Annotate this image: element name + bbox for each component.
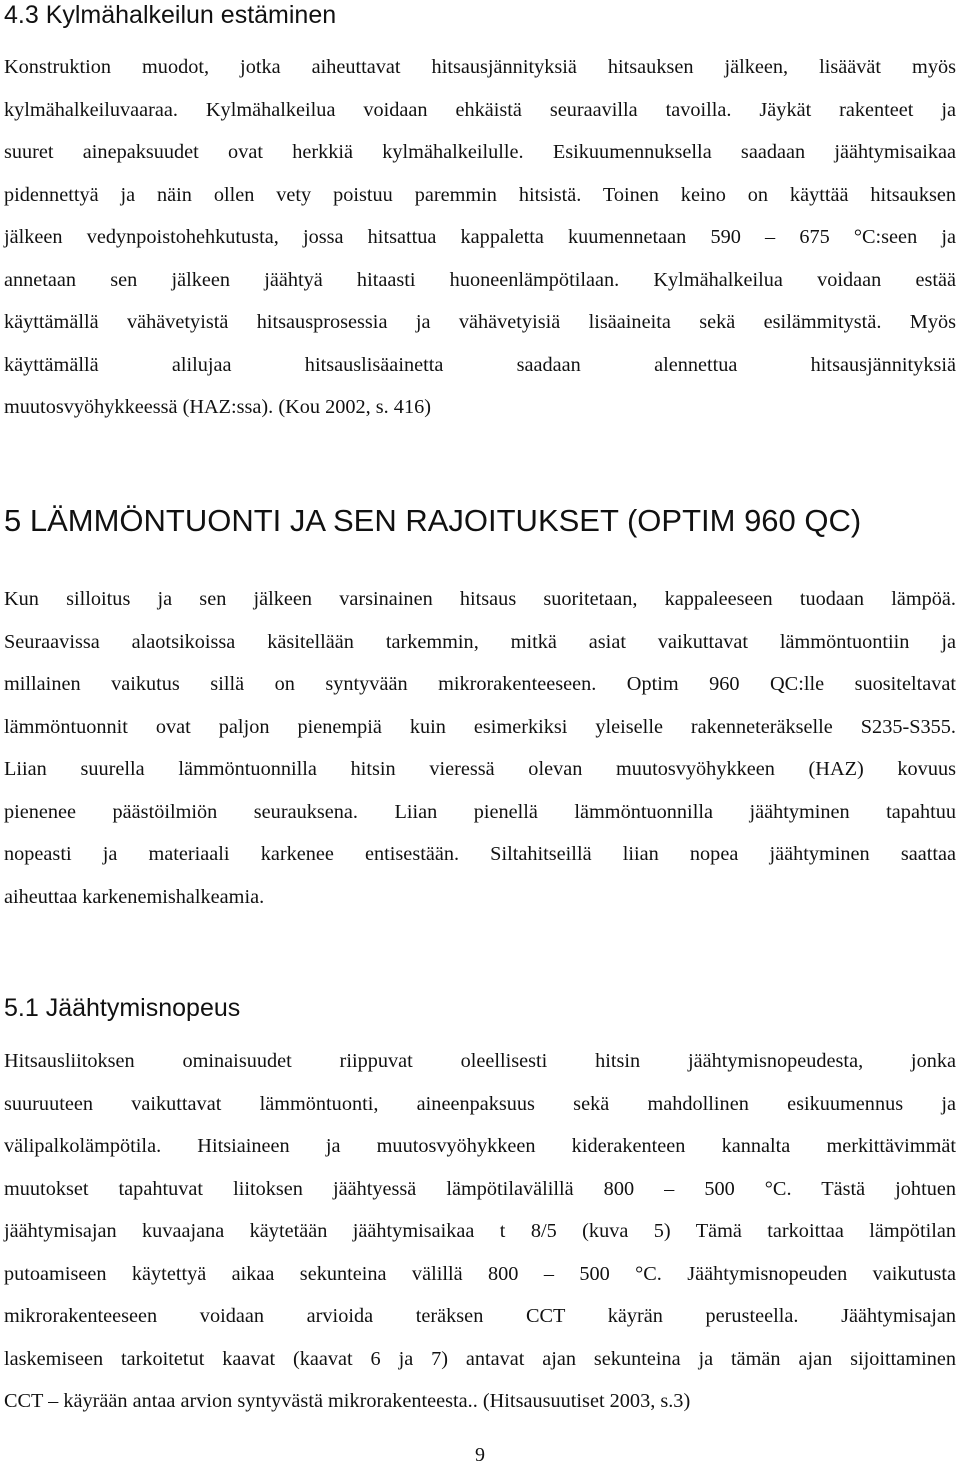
page-number: 9 <box>475 1444 485 1466</box>
paragraph-line: Hitsausliitoksen ominaisuudet riippuvat oleellisesti hitsin jäähtymisnopeudesta, jonka <box>4 1050 956 1072</box>
paragraph-line: jäähtymisajan kuvaajana käytetään jäähtymisaikaa t 8/5 (kuva 5) Tämä tarkoittaa lämpötilan <box>4 1220 956 1242</box>
paragraph-line: pienenee päästöilmiön seurauksena. Liian pienellä lämmöntuonnilla jäähtyminen tapahtuu <box>4 800 956 823</box>
chapter-heading-5: 5 LÄMMÖNTUONTI JA SEN RAJOITUKSET (OPTIM 960 QC) <box>4 503 862 538</box>
paragraph-line: suuret ainepaksuudet ovat herkkiä kylmähalkeilulle. Esikuumennuksella saadaan jäähtymisaikaa <box>4 141 956 163</box>
paragraph-line: kylmähalkeiluvaaraa. Kylmähalkeilua voidaan ehkäistä seuraavilla tavoilla. Jäykät rakenteet ja <box>4 98 956 121</box>
paragraph-line: putoamiseen käytettyä aikaa sekunteina välillä 800 – 500 °C. Jäähtymisnopeuden vaikutusta <box>4 1262 956 1285</box>
paragraph-line: annetaan sen jälkeen jäähtyä hitaasti huoneenlämpötilaan. Kylmähalkeilua voidaan estää <box>4 268 956 291</box>
paragraph-line: CCT – käyrään antaa arvion syntyvästä mikrorakenteesta.. (Hitsausuutiset 2003, s.3) <box>4 1390 691 1412</box>
paragraph-line: Kun silloitus ja sen jälkeen varsinainen hitsaus suoritetaan, kappaleeseen tuodaan lämpöä. <box>4 588 956 610</box>
paragraph-line: nopeasti ja materiaali karkenee entisestään. Siltahitseillä liian nopea jäähtyminen saattaa <box>4 843 956 865</box>
paragraph-line: muutosvyöhykkeessä (HAZ:ssa). (Kou 2002, s. 416) <box>4 396 431 418</box>
paragraph-line: lämmöntuonnit ovat paljon pienempiä kuin esimerkiksi yleiselle rakenneteräkselle S235-S355. <box>4 715 956 738</box>
chapter-5-paragraph <box>4 578 956 918</box>
section-4-3-paragraph <box>4 46 956 429</box>
paragraph-line: välipalkolämpötila. Hitsiaineen ja muutosvyöhykkeen kiderakenteen kannalta merkittävimmät <box>4 1135 956 1157</box>
paragraph-line: Liian suurella lämmöntuonnilla hitsin vieressä olevan muutosvyöhykkeen (HAZ) kovuus <box>4 758 956 780</box>
section-heading-4-3: 4.3 Kylmähalkeilun estäminen <box>4 1 337 29</box>
paragraph-line: laskemiseen tarkoitetut kaavat (kaavat 6 ja 7) antavat ajan sekunteina ja tämän ajan sijoittaminen <box>4 1347 956 1370</box>
paragraph-line: pidennettyä ja näin ollen vety poistuu paremmin hitsistä. Toinen keino on käyttää hitsauksen <box>4 183 956 206</box>
paragraph-line: käyttämällä alilujaa hitsauslisäainetta saadaan alennettua hitsausjännityksiä <box>4 353 956 376</box>
section-heading-5-1: 5.1 Jäähtymisnopeus <box>4 994 241 1022</box>
section-5-1-paragraph <box>4 1040 956 1423</box>
paragraph-line: Konstruktion muodot, jotka aiheuttavat hitsausjännityksiä hitsauksen jälkeen, lisäävät myös <box>4 56 956 78</box>
paragraph-line: millainen vaikutus sillä on syntyvään mikrorakenteeseen. Optim 960 QC:lle suositeltavat <box>4 673 956 695</box>
paragraph-line: suuruuteen vaikuttavat lämmöntuonti, aineenpaksuus sekä mahdollinen esikuumennus ja <box>4 1092 956 1115</box>
paragraph-line: Seuraavissa alaotsikoissa käsitellään tarkemmin, mitkä asiat vaikuttavat lämmöntuontiin ja <box>4 630 956 653</box>
paragraph-line: mikrorakenteeseen voidaan arvioida teräksen CCT käyrän perusteella. Jäähtymisajan <box>4 1305 956 1327</box>
paragraph-line: aiheuttaa karkenemishalkeamia. <box>4 885 265 908</box>
paragraph-line: jälkeen vedynpoistohehkutusta, jossa hitsattua kappaletta kuumennetaan 590 – 675 °C:seen ja <box>4 226 956 248</box>
paragraph-line: muutokset tapahtuvat liitoksen jäähtyessä lämpötilavälillä 800 – 500 °C. Tästä johtuen <box>4 1177 956 1200</box>
paragraph-line: käyttämällä vähävetyistä hitsausprosessia ja vähävetyisiä lisäaineita sekä esilämmitystä. Myös <box>4 311 956 333</box>
